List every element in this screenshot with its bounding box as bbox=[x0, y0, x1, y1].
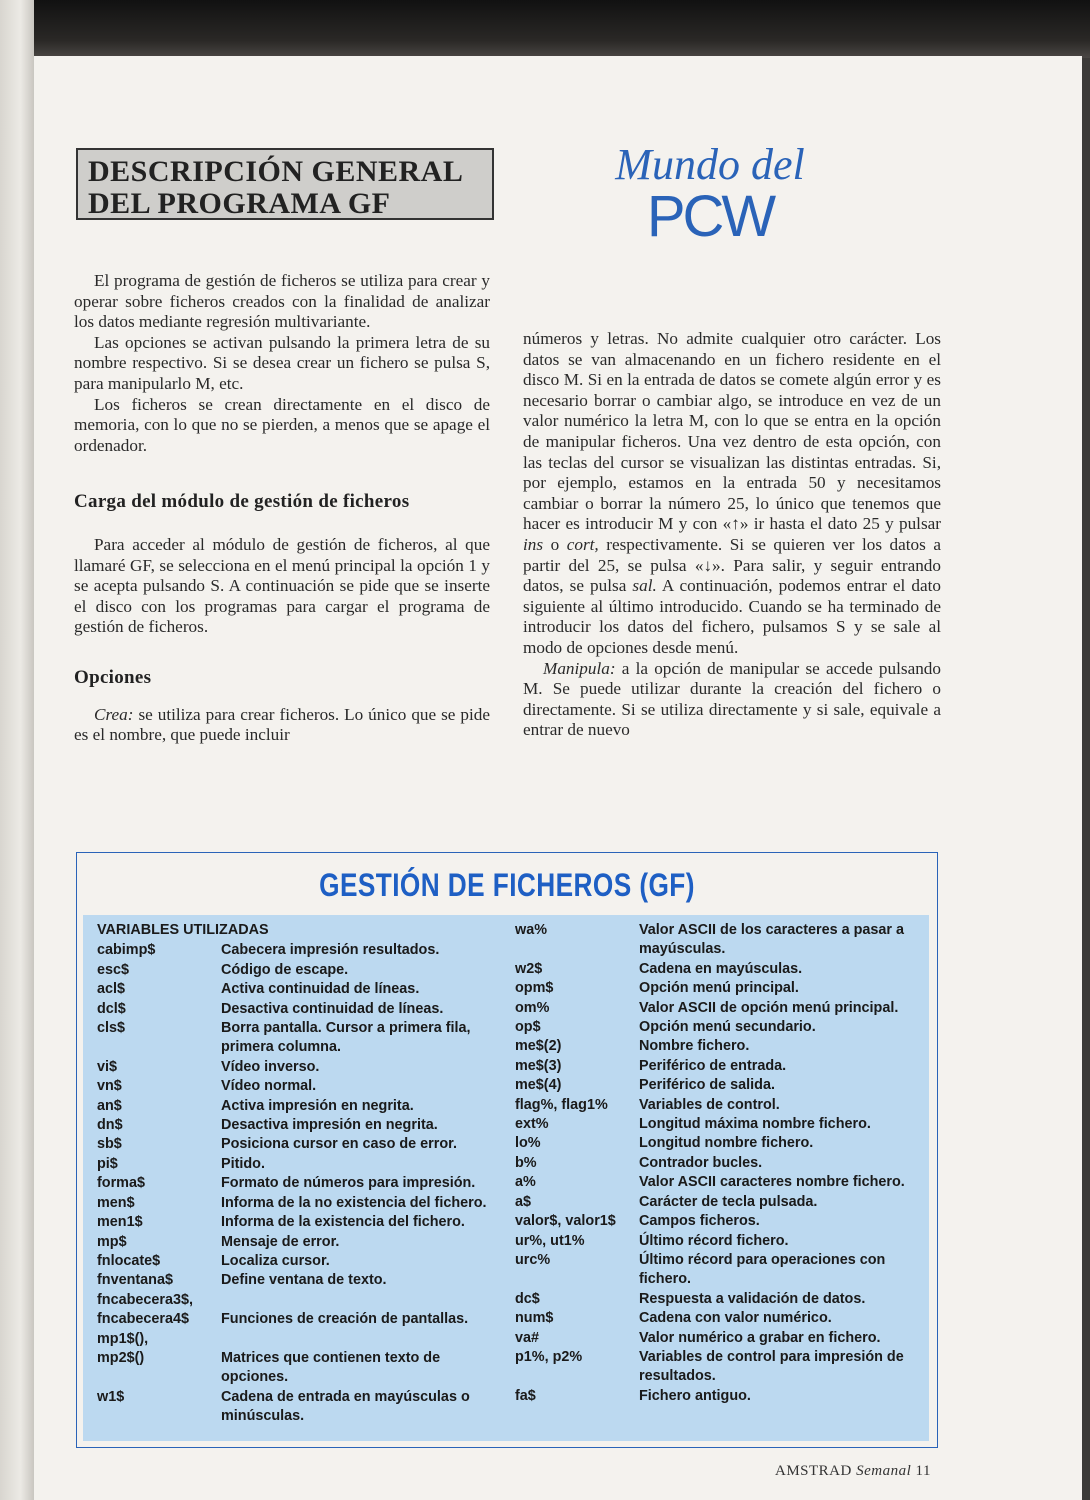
variable-description: Longitud nombre fichero. bbox=[639, 1135, 814, 1152]
right-column bbox=[523, 329, 941, 741]
variable-description: Matrices que contienen texto de opciones. bbox=[221, 1349, 441, 1386]
variable-name: an$ bbox=[97, 1097, 122, 1114]
variable-row bbox=[515, 1018, 915, 1037]
variable-row bbox=[515, 1329, 915, 1348]
variables-header: VARIABLES UTILIZADAS bbox=[97, 922, 269, 938]
variable-name: num$ bbox=[515, 1310, 554, 1327]
variable-description: Periférico de entrada. bbox=[639, 1057, 787, 1074]
variable-name: op$ bbox=[515, 1019, 541, 1036]
right-paragraph-1 bbox=[523, 329, 941, 659]
adjacent-page-edge bbox=[0, 0, 34, 1500]
variable-row bbox=[515, 1057, 915, 1076]
variable-name: pi$ bbox=[97, 1155, 118, 1172]
variable-name: cabimp$ bbox=[97, 942, 156, 959]
key-ins: ins bbox=[523, 534, 544, 554]
variable-description: Pitido. bbox=[221, 1155, 265, 1172]
variable-row bbox=[515, 1096, 915, 1115]
variable-description: Opción menú secundario. bbox=[639, 1019, 816, 1036]
variable-name: ext% bbox=[515, 1116, 549, 1133]
variable-description: Variables de control. bbox=[639, 1096, 780, 1113]
variable-row bbox=[515, 960, 915, 979]
variable-description: Respuesta a validación de datos. bbox=[639, 1290, 866, 1307]
variable-row bbox=[97, 961, 497, 980]
variable-row bbox=[97, 1233, 497, 1252]
variable-name: w2$ bbox=[515, 960, 543, 977]
section-title-line2: DEL PROGRAMA GF bbox=[88, 187, 391, 220]
key-sal: sal. bbox=[632, 576, 657, 596]
variable-description bbox=[221, 1330, 491, 1349]
variable-name: acl$ bbox=[97, 981, 126, 998]
variable-row bbox=[97, 1174, 497, 1193]
variable-description: Localiza cursor. bbox=[221, 1252, 330, 1269]
variable-name: sb$ bbox=[97, 1136, 122, 1153]
variable-row bbox=[97, 1349, 497, 1388]
scan-top-shadow bbox=[0, 0, 1090, 58]
variable-description: Valor ASCII de los caracteres a pasar a mayúsculas. bbox=[639, 922, 905, 958]
variables-left-list bbox=[97, 941, 497, 1426]
variable-row bbox=[515, 921, 915, 960]
variable-name: mp2$() bbox=[97, 1349, 145, 1366]
variable-description: Activa impresión en negrita. bbox=[221, 1097, 414, 1114]
right-p1-or: o bbox=[543, 534, 567, 554]
page-footer bbox=[775, 1463, 931, 1480]
variable-row bbox=[97, 1058, 497, 1077]
variable-description: Informa de la no existencia del fichero. bbox=[221, 1194, 487, 1211]
variable-description: Cadena de entrada en mayúsculas o minúsculas. bbox=[221, 1388, 470, 1425]
variable-row bbox=[515, 1154, 915, 1173]
variable-row bbox=[515, 979, 915, 998]
variable-description: Formato de números para impresión. bbox=[221, 1175, 476, 1192]
box-inner-panel bbox=[83, 915, 929, 1441]
variable-name: dcl$ bbox=[97, 1000, 126, 1017]
variables-right-column bbox=[515, 921, 915, 1406]
footer-brand: AMSTRAD bbox=[775, 1463, 852, 1479]
variable-description: Informa de la existencia del fichero. bbox=[221, 1214, 465, 1231]
variable-name: wa% bbox=[515, 922, 547, 938]
variable-name: om% bbox=[515, 999, 550, 1016]
variable-row bbox=[515, 1134, 915, 1153]
variable-name: fa$ bbox=[515, 1387, 536, 1404]
variable-description: Cadena en mayúsculas. bbox=[639, 960, 803, 977]
variable-name: vi$ bbox=[97, 1058, 118, 1075]
variable-description: Campos ficheros. bbox=[639, 1213, 760, 1230]
variable-description: Longitud máxima nombre fichero. bbox=[639, 1116, 871, 1133]
variable-name: w1$ bbox=[97, 1388, 125, 1405]
variable-row bbox=[97, 1330, 497, 1349]
section-title-box bbox=[76, 148, 494, 220]
manipula-text: a la opción de manipular se accede pulsando M. Se puede utilizar durante la creación del fichero o directamente. Si se utiliza directamente y si sale, equivale a entrar de nuevo bbox=[523, 658, 941, 740]
variable-row bbox=[515, 1309, 915, 1328]
logo-line1: Mundo del bbox=[615, 140, 805, 189]
variable-row bbox=[97, 1019, 497, 1058]
logo-line2: PCW bbox=[646, 184, 774, 249]
variable-row bbox=[97, 1000, 497, 1019]
variable-description: Último récord para operaciones con fichero. bbox=[639, 1251, 886, 1288]
variable-row bbox=[97, 980, 497, 999]
crea-label: Crea: bbox=[94, 704, 134, 724]
variable-description: Borra pantalla. Cursor a primera fila, primera columna. bbox=[221, 1020, 471, 1056]
variable-row bbox=[97, 941, 497, 960]
variable-row bbox=[515, 1173, 915, 1192]
subheading-carga: Carga del módulo de gestión de ficheros bbox=[74, 491, 410, 513]
variable-description bbox=[221, 1291, 491, 1310]
variable-row bbox=[515, 1290, 915, 1309]
variable-description: Define ventana de texto. bbox=[221, 1272, 387, 1289]
footer-word: Semanal bbox=[856, 1463, 912, 1479]
right-p1-part-b: respectivamente. Si se quieren ver los datos a partir del 25, se pulsa «↓». Para salir, y seguir entrando datos, se pulsa bbox=[523, 534, 941, 596]
variable-name: urc% bbox=[515, 1251, 551, 1268]
variable-name: valor$, valor1$ bbox=[515, 1213, 616, 1230]
variable-name: cls$ bbox=[97, 1020, 126, 1037]
subheading-opciones: Opciones bbox=[74, 666, 152, 688]
variable-row bbox=[97, 1194, 497, 1213]
variable-row bbox=[97, 1116, 497, 1135]
variable-name: vn$ bbox=[97, 1078, 122, 1095]
variable-row bbox=[97, 1388, 497, 1427]
variable-description: Funciones de creación de pantallas. bbox=[221, 1311, 469, 1328]
variable-row bbox=[97, 1252, 497, 1271]
variable-description: Nombre fichero. bbox=[639, 1038, 750, 1055]
variable-description: Desactiva continuidad de líneas. bbox=[221, 1000, 444, 1017]
variable-description: Fichero antiguo. bbox=[639, 1387, 751, 1404]
variable-row bbox=[97, 1271, 497, 1290]
variable-row bbox=[515, 1076, 915, 1095]
variable-name: ur%, ut1% bbox=[515, 1232, 585, 1249]
variable-description: Desactiva impresión en negrita. bbox=[221, 1117, 438, 1134]
variable-description: Valor ASCII caracteres nombre fichero. bbox=[639, 1174, 905, 1191]
left-column bbox=[74, 271, 490, 746]
variable-row bbox=[515, 1251, 915, 1290]
variable-name: men1$ bbox=[97, 1214, 143, 1231]
variable-name: dn$ bbox=[97, 1117, 123, 1134]
variable-name: me$(3) bbox=[515, 1057, 562, 1074]
mundo-del-pcw-logo bbox=[600, 142, 820, 252]
variable-row bbox=[97, 1097, 497, 1116]
variable-name: a% bbox=[515, 1174, 536, 1191]
variable-name: opm$ bbox=[515, 980, 554, 997]
variables-box bbox=[76, 852, 938, 1448]
left-paragraph-2: Las opciones se activan pulsando la primera letra de su nombre respectivo. Si se desea crear un fichero se pulsa S, para manipularlo M, etc. bbox=[74, 332, 490, 393]
variable-description: Cabecera impresión resultados. bbox=[221, 942, 440, 959]
variable-row bbox=[515, 1037, 915, 1056]
left-paragraph-1: El programa de gestión de ficheros se utiliza para crear y operar sobre ficheros creados con la finalidad de analizar los datos mediante regresión multivariante. bbox=[74, 271, 490, 332]
variable-row bbox=[97, 1135, 497, 1154]
variable-name: p1%, p2% bbox=[515, 1348, 583, 1365]
variables-right-list bbox=[515, 921, 915, 1406]
variable-description: Código de escape. bbox=[221, 961, 349, 978]
variable-description: Valor ASCII de opción menú principal. bbox=[639, 999, 899, 1016]
variable-name: fncabecera3$, bbox=[97, 1291, 193, 1308]
left-paragraph-5 bbox=[74, 705, 490, 746]
left-paragraph-4: Para acceder al módulo de gestión de ficheros, al que llamaré GF, se selecciona en el menú principal la opción 1 y se acepta pulsando S. A continuación se pide que se inserte el disco con los programas para cargar el programa de gestión de ficheros. bbox=[74, 534, 490, 637]
manipula-label: Manipula: bbox=[543, 658, 616, 678]
variable-name: esc$ bbox=[97, 961, 130, 978]
variable-name: va# bbox=[515, 1329, 540, 1346]
variable-row bbox=[97, 1213, 497, 1232]
variable-name: forma$ bbox=[97, 1175, 145, 1192]
variable-name: lo% bbox=[515, 1135, 541, 1152]
key-cort: cort, bbox=[566, 534, 599, 554]
variable-name: fncabecera4$ bbox=[97, 1311, 190, 1328]
variable-description: Periférico de salida. bbox=[639, 1077, 775, 1094]
box-title: GESTIÓN DE FICHEROS (GF) bbox=[319, 867, 695, 903]
crea-text: se utiliza para crear ficheros. Lo único que se pide es el nombre, que puede incluir bbox=[74, 704, 490, 745]
variable-description: Mensaje de error. bbox=[221, 1233, 340, 1250]
variable-name: a$ bbox=[515, 1193, 532, 1210]
variable-row bbox=[97, 1291, 497, 1310]
right-p1-part-a: números y letras. No admite cualquier otro carácter. Los datos se van almacenando en un fichero residente en el disco M. Si en la entrada de datos se comete algún error y es necesario borrar o cambiar algo, se introduce en vez de un valor numérico la letra M, con lo que se entra en la opción de manipular ficheros. Una vez dentro de esta opción, con las teclas del cursor se visualizan las distintas entradas. Si, por ejemplo, estamos en la entrada 50 y necesitamos cambiar o borrar la número 25, lo único que tenemos que hacer es introducir M y con «↑» ir hasta el dato 25 y pulsar bbox=[523, 329, 941, 534]
variable-row bbox=[515, 1193, 915, 1212]
variable-description: Valor numérico a grabar en fichero. bbox=[639, 1329, 881, 1346]
variable-name: b% bbox=[515, 1154, 537, 1171]
variable-description: Carácter de tecla pulsada. bbox=[639, 1193, 818, 1210]
left-paragraph-3: Los ficheros se crean directamente en el disco de memoria, con lo que no se pierden, a menos que se apage el ordenador. bbox=[74, 394, 490, 455]
variable-name: mp1$(), bbox=[97, 1330, 149, 1347]
variable-description: Variables de control para impresión de resultados. bbox=[639, 1348, 904, 1385]
variable-description: Opción menú principal. bbox=[639, 980, 799, 997]
variable-row bbox=[97, 1077, 497, 1096]
variable-row bbox=[515, 1232, 915, 1251]
variable-row bbox=[97, 1155, 497, 1174]
variable-description: Contrador bucles. bbox=[639, 1154, 763, 1171]
variable-description: Activa continuidad de líneas. bbox=[221, 981, 420, 998]
footer-page-number: 11 bbox=[915, 1463, 931, 1479]
variable-name: fnlocate$ bbox=[97, 1252, 161, 1269]
variable-row bbox=[515, 1212, 915, 1231]
variable-name: dc$ bbox=[515, 1290, 540, 1307]
variable-name: men$ bbox=[97, 1194, 135, 1211]
variable-name: fnventana$ bbox=[97, 1272, 173, 1289]
variable-description: Último récord fichero. bbox=[639, 1232, 789, 1249]
variable-description: Cadena con valor numérico. bbox=[639, 1310, 832, 1327]
variable-row bbox=[515, 1387, 915, 1406]
variable-row bbox=[97, 1310, 497, 1329]
section-title-line1: DESCRIPCIÓN GENERAL bbox=[88, 155, 464, 188]
variable-name: flag%, flag1% bbox=[515, 1096, 608, 1113]
variable-name: me$(4) bbox=[515, 1077, 562, 1094]
variable-row bbox=[515, 1115, 915, 1134]
right-p1-part-c: A continuación, podemos entrar el dato siguiente al último introducido. Cuando se ha terminado de introducir los datos del fichero, pulsamos S y se sale al modo de opciones desde menú. bbox=[523, 576, 941, 657]
variable-description: Posiciona cursor en caso de error. bbox=[221, 1136, 457, 1153]
right-paragraph-2 bbox=[523, 659, 941, 741]
variable-name: me$(2) bbox=[515, 1038, 562, 1055]
variable-description: Vídeo inverso. bbox=[221, 1058, 320, 1075]
variable-row bbox=[515, 1348, 915, 1387]
variable-name: mp$ bbox=[97, 1233, 127, 1250]
variable-description: Vídeo normal. bbox=[221, 1078, 317, 1095]
variable-row bbox=[515, 999, 915, 1018]
variables-left-column bbox=[97, 921, 497, 1427]
